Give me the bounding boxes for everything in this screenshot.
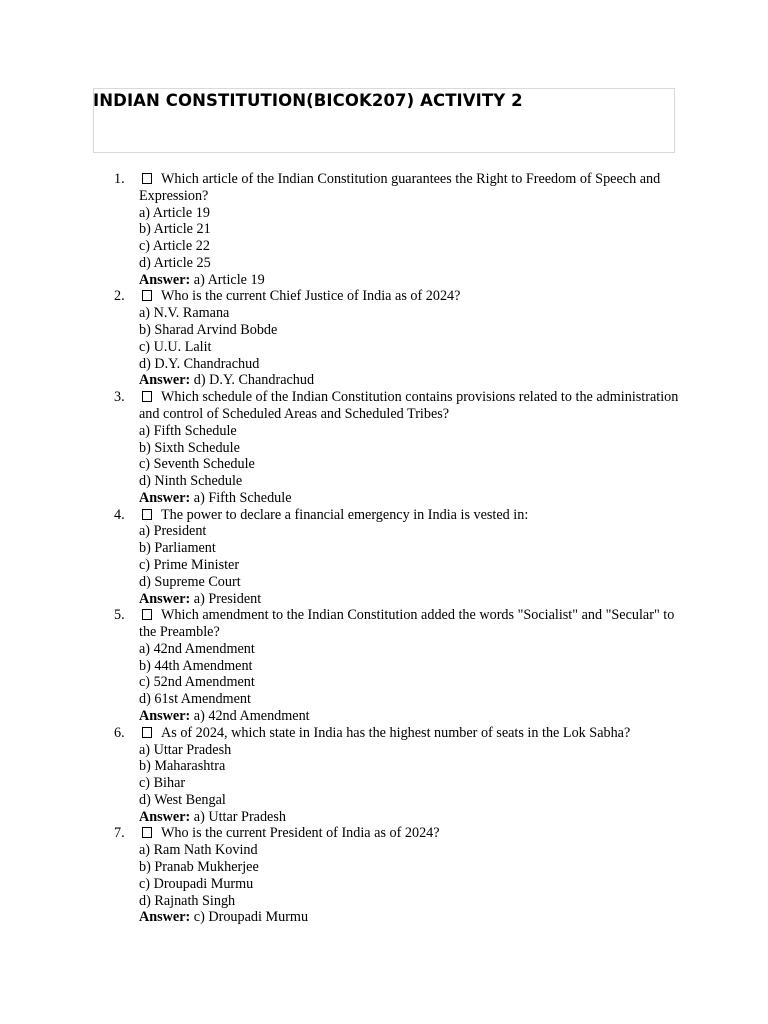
answer-label: Answer:	[139, 590, 191, 607]
option-item: a) Uttar Pradesh	[139, 741, 232, 758]
question-number: 1.	[114, 171, 125, 187]
document-title: INDIAN CONSTITUTION(BICOK207) ACTIVITY 2	[93, 91, 523, 110]
option-item: d) West Bengal	[139, 791, 226, 808]
answer-line	[139, 272, 679, 289]
question-text: As of 2024, which state in India has the highest number of seats in the Lok Sabha?	[161, 724, 631, 741]
option-item: c) Prime Minister	[139, 556, 240, 573]
answer-label: Answer:	[139, 489, 191, 506]
answer-label: Answer:	[139, 808, 191, 825]
option-item: c) U.U. Lalit	[139, 338, 212, 355]
answer-value: a) Article 19	[193, 271, 265, 288]
option-item: d) D.Y. Chandrachud	[139, 355, 260, 372]
question-text: Which article of the Indian Constitution guarantees the Right to Freedom of Speech and Expression?	[139, 171, 661, 204]
answer-line	[139, 372, 679, 389]
option-item: d) 61st Amendment	[139, 691, 251, 708]
answer-line	[139, 591, 679, 608]
question-text: Which schedule of the Indian Constitution contains provisions related to the administration and control of Scheduled Areas and Scheduled Tribes?	[139, 389, 679, 422]
answer-value: a) President	[193, 590, 262, 607]
option-item: a) N.V. Ramana	[139, 305, 230, 322]
answer-line	[139, 909, 679, 926]
question-text-line	[139, 288, 679, 305]
answer-value: c) Droupadi Murmu	[193, 909, 309, 926]
missing-glyph-icon	[142, 727, 152, 738]
option-item: d) Rajnath Singh	[139, 892, 236, 909]
answer-label: Answer:	[139, 909, 191, 926]
option-item: a) 42nd Amendment	[139, 640, 255, 657]
option-item: b) 44th Amendment	[139, 657, 253, 674]
option-item: b) Sixth Schedule	[139, 439, 240, 456]
answer-line	[139, 708, 679, 725]
missing-glyph-icon	[142, 391, 152, 402]
question-item	[114, 171, 679, 288]
option-item: b) Sharad Arvind Bobde	[139, 322, 278, 339]
answer-value: d) D.Y. Chandrachud	[193, 372, 315, 389]
question-text: The power to declare a financial emergency in India is vested in:	[161, 506, 529, 523]
option-item: d) Article 25	[139, 254, 211, 271]
question-list	[114, 171, 679, 926]
question-number: 6.	[114, 724, 125, 741]
question-item	[114, 389, 679, 506]
question-item	[114, 506, 679, 608]
option-item: c) Bihar	[139, 775, 186, 792]
question-text-line	[139, 171, 679, 205]
option-item: b) Maharashtra	[139, 758, 226, 775]
option-item: a) Article 19	[139, 204, 210, 221]
option-item: d) Supreme Court	[139, 573, 241, 590]
missing-glyph-icon	[142, 290, 152, 301]
answer-value: a) Fifth Schedule	[193, 489, 292, 506]
question-text-line	[139, 507, 679, 524]
answer-line	[139, 809, 679, 826]
option-item: c) Droupadi Murmu	[139, 875, 254, 892]
answer-label: Answer:	[139, 372, 191, 389]
question-text: Who is the current President of India as of 2024?	[161, 825, 440, 842]
question-text-line	[139, 825, 679, 842]
answer-label: Answer:	[139, 271, 191, 288]
option-item: d) Ninth Schedule	[139, 473, 243, 490]
missing-glyph-icon	[142, 509, 152, 520]
option-item: c) 52nd Amendment	[139, 674, 255, 691]
question-item	[114, 288, 679, 389]
answer-value: a) 42nd Amendment	[193, 708, 310, 724]
option-item: c) Seventh Schedule	[139, 456, 255, 473]
question-text-line	[139, 389, 679, 423]
question-item	[114, 607, 679, 724]
question-text-line	[139, 607, 679, 641]
question-text: Who is the current Chief Justice of India as of 2024?	[161, 288, 461, 305]
question-number: 3.	[114, 389, 125, 406]
question-item	[114, 825, 679, 926]
question-number: 4.	[114, 506, 125, 523]
missing-glyph-icon	[142, 173, 152, 184]
question-number: 7.	[114, 825, 125, 842]
question-text: Which amendment to the Indian Constitution added the words "Socialist" and "Secular" to the Preamble?	[139, 607, 675, 641]
answer-line	[139, 490, 679, 507]
option-item: b) Pranab Mukherjee	[139, 859, 259, 876]
option-item: c) Article 22	[139, 238, 210, 255]
option-item: b) Article 21	[139, 221, 211, 238]
option-item: b) Parliament	[139, 540, 216, 557]
question-text-line	[139, 725, 679, 742]
option-item: a) President	[139, 523, 207, 540]
question-item	[114, 724, 679, 826]
answer-value: a) Uttar Pradesh	[193, 808, 286, 825]
option-item: a) Fifth Schedule	[139, 422, 237, 439]
missing-glyph-icon	[142, 609, 152, 620]
question-number: 5.	[114, 607, 125, 624]
missing-glyph-icon	[142, 827, 152, 838]
question-number: 2.	[114, 288, 125, 305]
option-item: a) Ram Nath Kovind	[139, 842, 258, 859]
answer-label: Answer:	[139, 708, 191, 724]
